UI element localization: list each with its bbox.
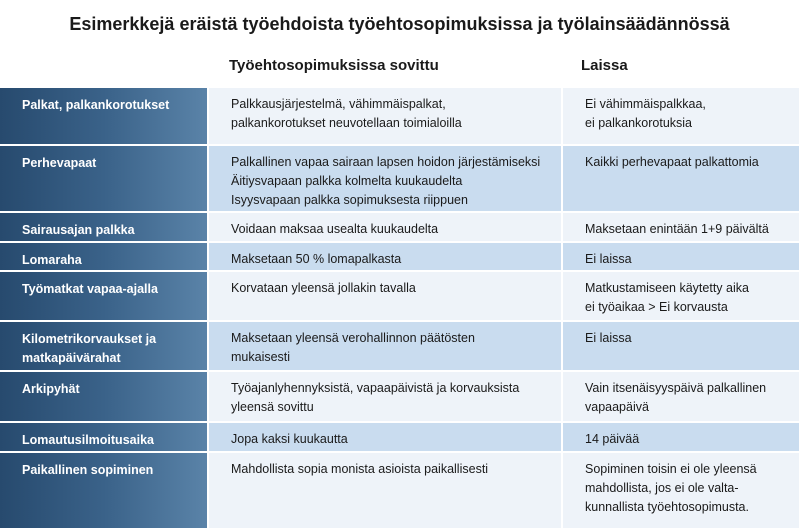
table-row xyxy=(0,88,799,144)
row-label: Sairausajan palkka xyxy=(0,213,207,241)
row-label: Palkat, palkankorotukset xyxy=(0,88,207,144)
row-label: Arkipyhät xyxy=(0,372,207,421)
agreement-cell: Maksetaan 50 % lomapalkasta xyxy=(209,243,561,270)
table-row xyxy=(0,322,799,370)
page-title: Esimerkkejä eräistä työehdoista työehtosopimuksissa ja työlainsäädännössä xyxy=(69,14,730,34)
table-row xyxy=(0,213,799,241)
agreement-cell: Maksetaan yleensä verohallinnon päätösten mukaisesti xyxy=(209,322,561,370)
row-label: Lomautusilmoitusaika xyxy=(0,423,207,451)
law-cell: 14 päivää xyxy=(561,423,799,451)
row-label: Kilometrikorvaukset ja matkapäivärahat xyxy=(0,322,207,370)
law-cell: Vain itsenäisyyspäivä palkallinen vapaapäivä xyxy=(561,372,799,421)
row-label: Paikallinen sopiminen xyxy=(0,453,207,528)
agreement-cell: Työajanlyhennyksistä, vapaapäivistä ja korvauksista yleensä sovittu xyxy=(209,372,561,421)
law-cell: Maksetaan enintään 1+9 päivältä xyxy=(561,213,799,241)
column-header-agreement: Työehtosopimuksissa sovittu xyxy=(229,57,439,74)
law-cell: Ei laissa xyxy=(561,243,799,270)
agreement-cell: Palkallinen vapaa sairaan lapsen hoidon järjestämiseksi Äitiysvapaan palkka kolmelta kuukaudelta Isyysvapaan palkka sopimuksesta riippuen xyxy=(209,146,561,211)
law-cell: Kaikki perhevapaat palkattomia xyxy=(561,146,799,211)
law-cell: Matkustamiseen käytetty aika ei työaikaa > Ei korvausta xyxy=(561,272,799,320)
table-row xyxy=(0,146,799,211)
comparison-table xyxy=(0,88,799,528)
agreement-cell: Jopa kaksi kuukautta xyxy=(209,423,561,451)
law-cell: Ei laissa xyxy=(561,322,799,370)
agreement-cell: Palkkausjärjestelmä, vähimmäispalkat, palkankorotukset neuvotellaan toimialoilla xyxy=(209,88,561,144)
table-row xyxy=(0,272,799,320)
table-row xyxy=(0,372,799,421)
row-label: Työmatkat vapaa-ajalla xyxy=(0,272,207,320)
law-cell: Sopiminen toisin ei ole yleensä mahdollista, jos ei ole valta- kunnallista työehtosopimusta. xyxy=(561,453,799,528)
table-row xyxy=(0,243,799,270)
column-header-law: Laissa xyxy=(581,57,628,74)
row-label: Lomaraha xyxy=(0,243,207,270)
agreement-cell: Voidaan maksaa usealta kuukaudelta xyxy=(209,213,561,241)
table-row xyxy=(0,423,799,451)
table-row xyxy=(0,453,799,528)
agreement-cell: Mahdollista sopia monista asioista paikallisesti xyxy=(209,453,561,528)
law-cell: Ei vähimmäispalkkaa, ei palkankorotuksia xyxy=(561,88,799,144)
agreement-cell: Korvataan yleensä jollakin tavalla xyxy=(209,272,561,320)
row-label: Perhevapaat xyxy=(0,146,207,211)
